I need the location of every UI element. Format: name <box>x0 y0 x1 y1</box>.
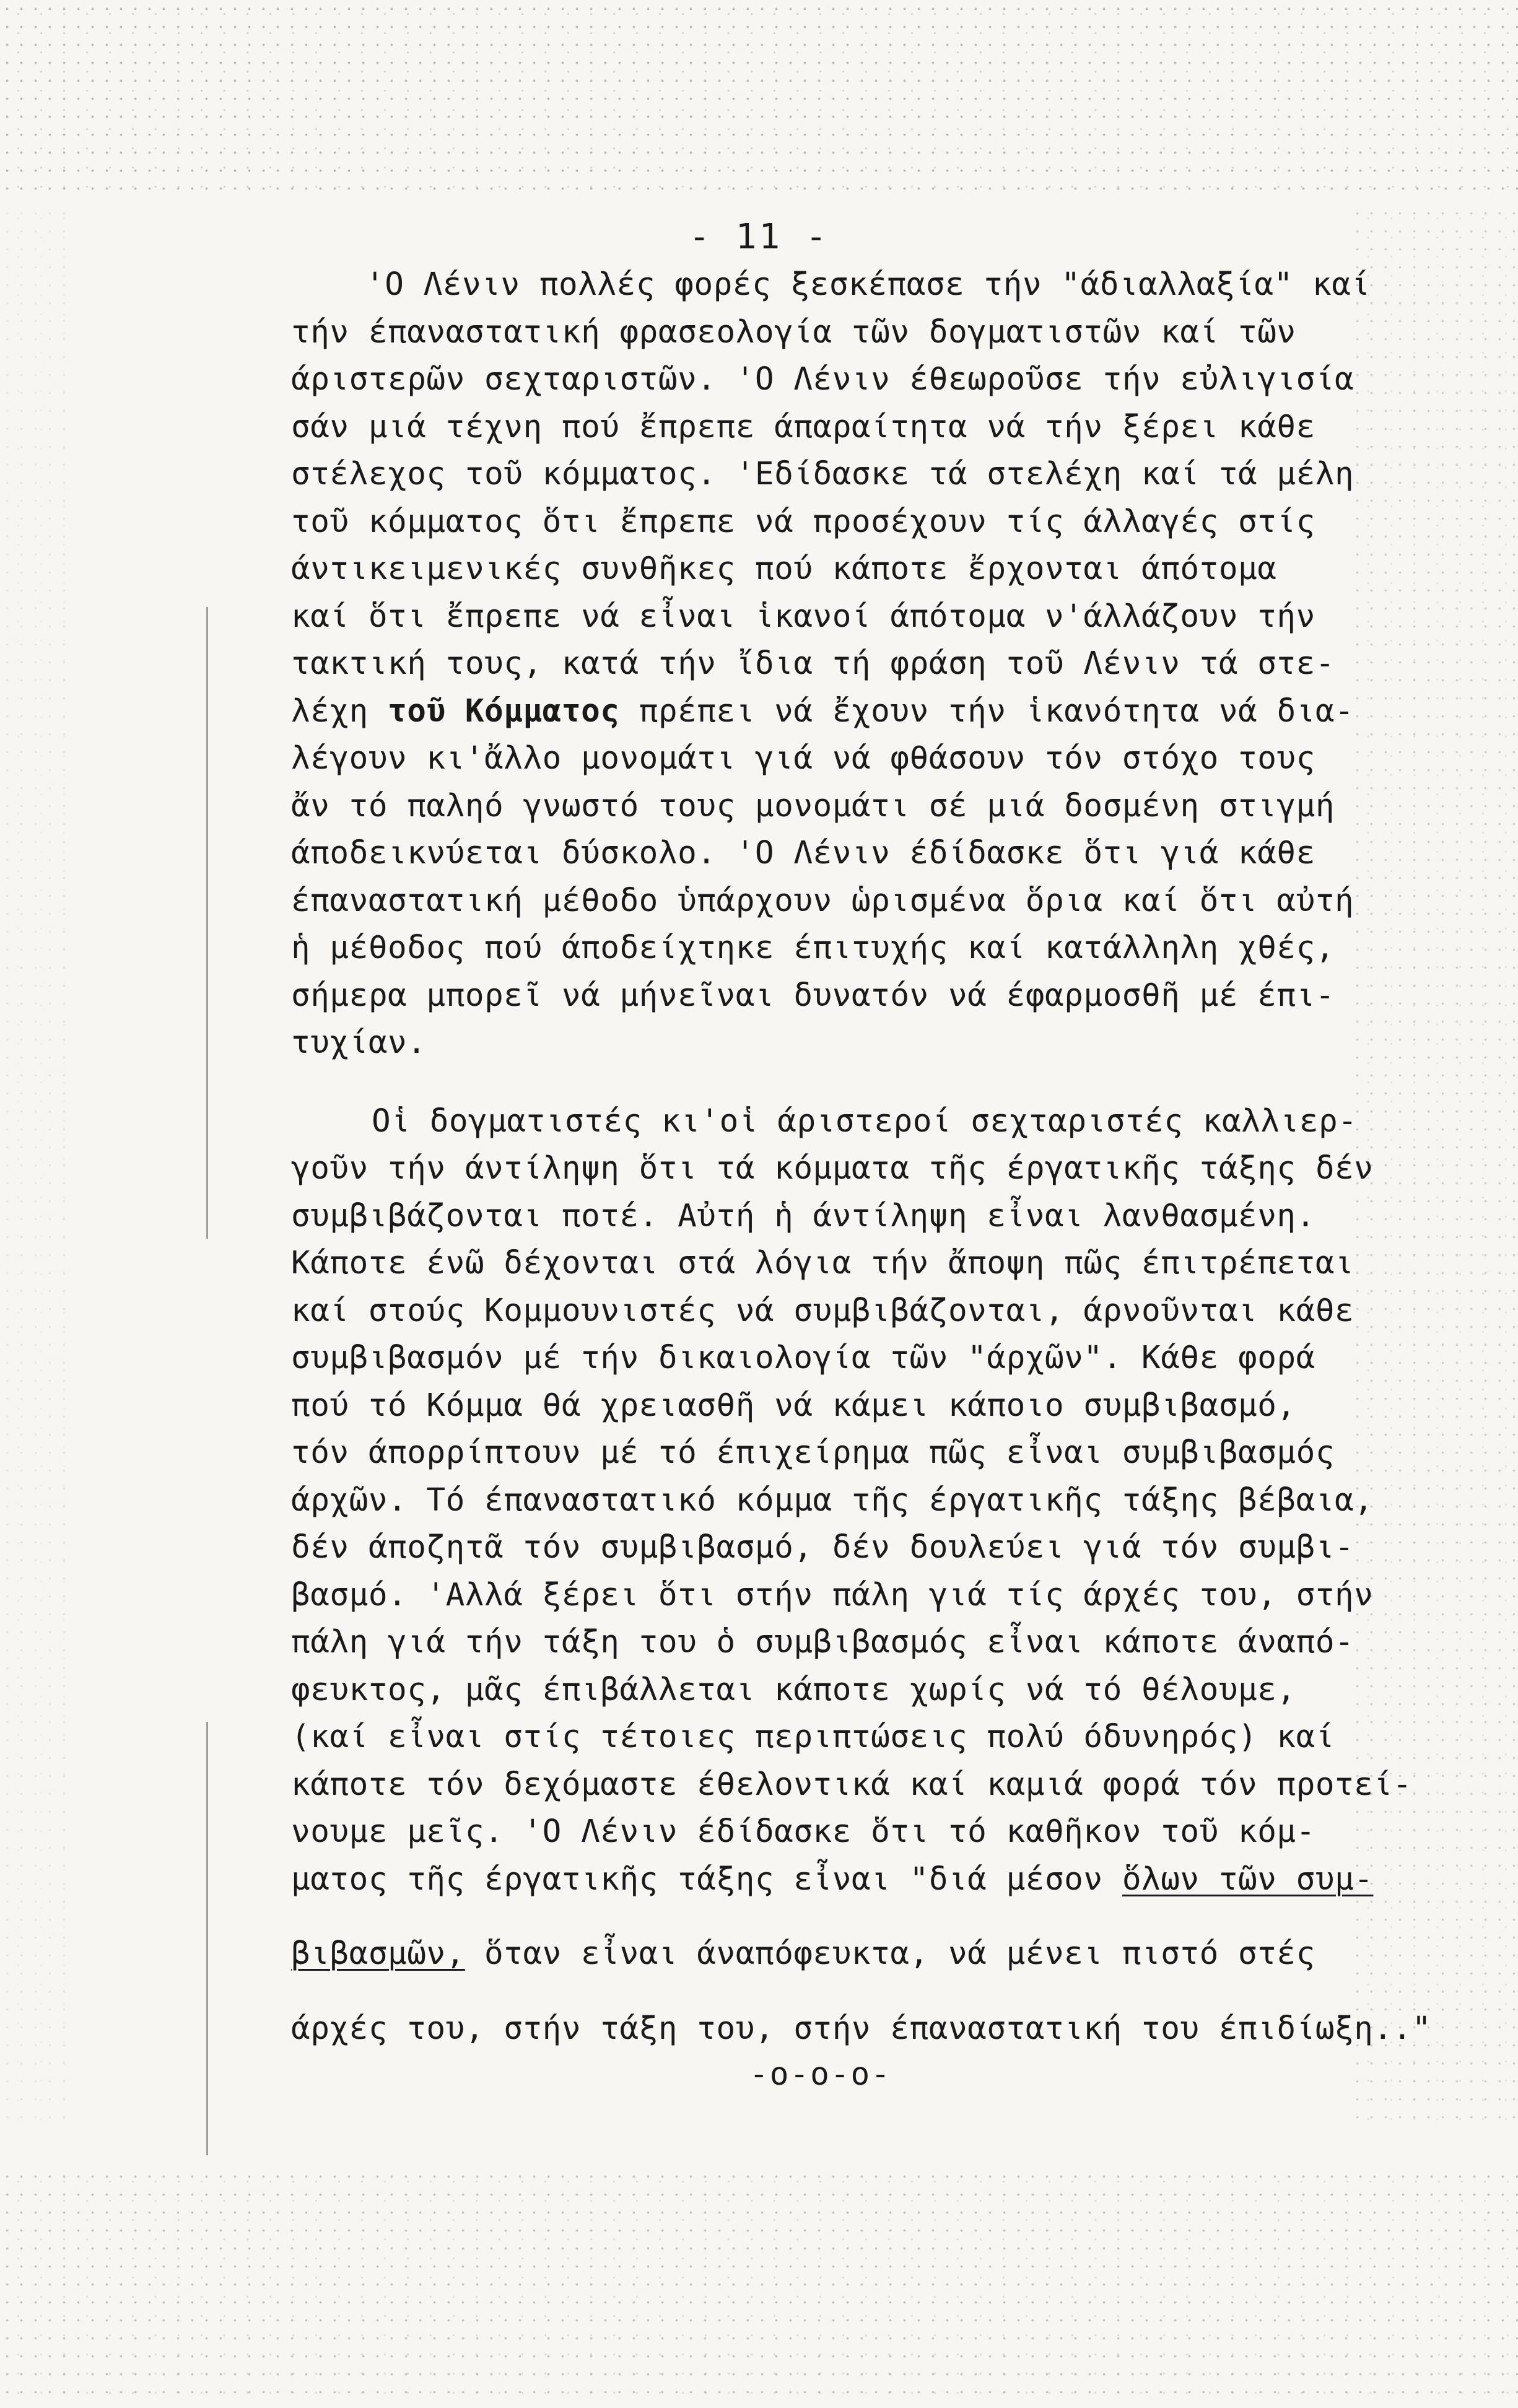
margin-rule-lower <box>206 1722 208 2155</box>
text-segment: τόν άπορρίπτουν μέ τό έπιχείρημα πῶς εἶναι συμβιβασμός <box>291 1434 1335 1471</box>
text-line <box>291 1529 1354 1566</box>
text-segment: τήν έπαναστατική φρασεολογία τῶν δογματιστῶν καί τῶν <box>291 313 1296 351</box>
scan-noise-right <box>1350 204 1518 2124</box>
text-segment: 'Ο Λένιν πολλές φορές ξεσκέπασε τήν "άδιαλλαξία" καί <box>365 266 1371 303</box>
text-line <box>291 1293 1354 1330</box>
bold-text: τοῦ Κόμματος <box>388 692 620 730</box>
text-line <box>291 1672 1296 1709</box>
text-line <box>291 1813 1315 1851</box>
text-segment: καί στούς Κομμουνιστές νά συμβιβάζονται, άρνοῦνται κάθε <box>291 1292 1354 1329</box>
text-segment: τυχίαν. <box>291 1024 427 1061</box>
text-segment: λέχη <box>291 692 388 730</box>
text-line <box>291 504 1315 541</box>
text-segment: λέγουν κι'ἄλλο μονομάτι γιά νά φθάσουν τόν στόχο τους <box>291 740 1315 777</box>
text-segment: άποδεικνύεται δύσκολο. 'Ο Λένιν έδίδασκε ὅτι γιά κάθε <box>291 835 1315 871</box>
text-segment: τακτική τους, κατά τήν ἴδια τή φράση τοῦ Λένιν τά στε- <box>291 645 1335 682</box>
text-line <box>291 1434 1335 1472</box>
text-line <box>291 456 1354 493</box>
text-line <box>291 1340 1315 1377</box>
text-segment: στέλεχος τοῦ κόμματος. 'Εδίδασκε τά στελέχη καί τά μέλη <box>291 456 1354 492</box>
text-line <box>291 1024 426 1062</box>
text-segment: έπαναστατική μέθοδο ὑπάρχουν ὡρισμένα ὅρια καί ὅτι αὐτή <box>291 882 1354 919</box>
text-segment: κάποτε τόν δεχόμαστε έθελοντικά καί καμιά φορά τόν προτεί- <box>291 1766 1412 1803</box>
text-line <box>291 977 1335 1014</box>
text-segment: άριστερῶν σεχταριστῶν. 'Ο Λένιν έθεωροῦσε τήν εὐλιγισία <box>291 361 1354 398</box>
text-segment: ἡ μέθοδος πού άποδείχτηκε έπιτυχής καί κατάλληλη χθές, <box>291 930 1335 966</box>
margin-rule-upper <box>206 607 208 1239</box>
text-segment: άντικειμενικές συνθῆκες πού κάποτε ἔρχονται άπότομα <box>291 551 1277 587</box>
text-line <box>291 1766 1412 1804</box>
scan-noise-left <box>0 204 74 2124</box>
text-line <box>291 551 1276 588</box>
text-line <box>291 598 1315 635</box>
text-line <box>291 788 1335 825</box>
text-segment: φευκτος, μᾶς έπιβάλλεται κάποτε χωρίς νά τό θέλουμε, <box>291 1671 1296 1708</box>
end-mark: -o-o-o- <box>749 2056 891 2093</box>
text-line <box>291 835 1315 872</box>
text-segment: Κάποτε ένῶ δέχονται στά λόγια τήν ἄποψη πῶς έπιτρέπεται <box>291 1245 1354 1281</box>
text-segment: σάν μιά τέχνη πού ἔπρεπε άπαραίτητα νά τήν ξέρει κάθε <box>291 408 1315 445</box>
text-line <box>291 930 1335 967</box>
text-segment: τοῦ κόμματος ὅτι ἔπρεπε νά προσέχουν τίς άλλαγές στίς <box>291 503 1315 540</box>
text-line <box>365 266 1371 303</box>
scan-noise-bottom <box>0 2168 1518 2408</box>
text-segment: ἄν τό παληό γνωστό τους μονομάτι σέ μιά δοσμένη στιγμή <box>291 787 1335 824</box>
text-line <box>372 1103 1357 1140</box>
text-segment: συμβιβάζονται ποτέ. Αὐτή ἡ άντίληψη εἶναι λανθασμένη. <box>291 1197 1315 1234</box>
text-line <box>291 1861 1373 1898</box>
text-line <box>291 2010 1431 2048</box>
text-segment: νουμε μεῖς. 'Ο Λένιν έδίδασκε ὅτι τό καθῆκον τοῦ κόμ- <box>291 1813 1315 1850</box>
text-segment: άρχῶν. Τό έπαναστατικό κόμμα τῆς έργατικῆς τάξης βέβαια, <box>291 1481 1374 1519</box>
text-segment: (καί εἶναι στίς τέτοιες περιπτώσεις πολύ όδυνηρός) καί <box>291 1719 1335 1755</box>
text-line <box>291 1150 1373 1187</box>
text-segment: βασμό. 'Αλλά ξέρει ὅτι στήν πάλη γιά τίς άρχές του, στήν <box>291 1576 1374 1613</box>
text-segment: άρχές του, στήν τάξη του, στήν έπαναστατική του έπιδίωξη.." <box>291 2010 1432 2047</box>
text-segment: ὅταν εἶναι άναπόφευκτα, νά μένει πιστό στές <box>465 1935 1315 1972</box>
text-segment: Οἱ δογματιστές κι'οἱ άριστεροί σεχταριστές καλλιερ- <box>372 1102 1358 1140</box>
text-segment: πάλη γιά τήν τάξη του ὁ συμβιβασμός εἶναι κάποτε άναπό- <box>291 1624 1354 1660</box>
text-line <box>291 1935 1315 1973</box>
text-segment: δέν άποζητᾶ τόν συμβιβασμό, δέν δουλεύει γιά τόν συμβι- <box>291 1529 1354 1566</box>
text-segment: σήμερα μπορεῖ νά μήνεῖναι δυνατόν νά έφαρμοσθῆ μέ έπι- <box>291 977 1335 1014</box>
scan-noise-top <box>0 0 1518 204</box>
text-line <box>291 1198 1315 1235</box>
text-line <box>291 1577 1373 1614</box>
page-number: - 11 - <box>689 217 829 257</box>
underlined-text: ὅλων τῶν συμ- <box>1122 1861 1374 1898</box>
text-line <box>291 409 1315 446</box>
text-segment: ματος τῆς έργατικῆς τάξης εἶναι "διά μέσον <box>291 1861 1122 1898</box>
text-line <box>291 314 1296 351</box>
text-line <box>291 645 1335 683</box>
text-line <box>291 1719 1335 1756</box>
text-segment: πού τό Κόμμα θά χρειασθῆ νά κάμει κάποιο συμβιβασμό, <box>291 1387 1296 1424</box>
text-segment: καί ὅτι ἔπρεπε νά εἶναι ἱκανοί άπότομα ν'άλλάζουν τήν <box>291 598 1315 635</box>
text-line <box>291 883 1354 920</box>
text-line <box>291 1245 1354 1282</box>
text-segment: γοῦν τήν άντίληψη ὅτι τά κόμματα τῆς έργατικῆς τάξης δέν <box>291 1150 1374 1187</box>
underlined-text: βιβασμῶν, <box>291 1935 465 1972</box>
text-line <box>291 1482 1373 1519</box>
text-line <box>291 740 1315 777</box>
text-line <box>291 1387 1296 1424</box>
text-segment: συμβιβασμόν μέ τήν δικαιολογία τῶν "άρχῶν". Κάθε φορά <box>291 1340 1315 1376</box>
text-line <box>291 1624 1354 1661</box>
text-line <box>291 693 1354 730</box>
text-segment: πρέπει νά ἔχουν τήν ἱκανότητα νά δια- <box>619 692 1354 730</box>
text-line <box>291 361 1354 398</box>
